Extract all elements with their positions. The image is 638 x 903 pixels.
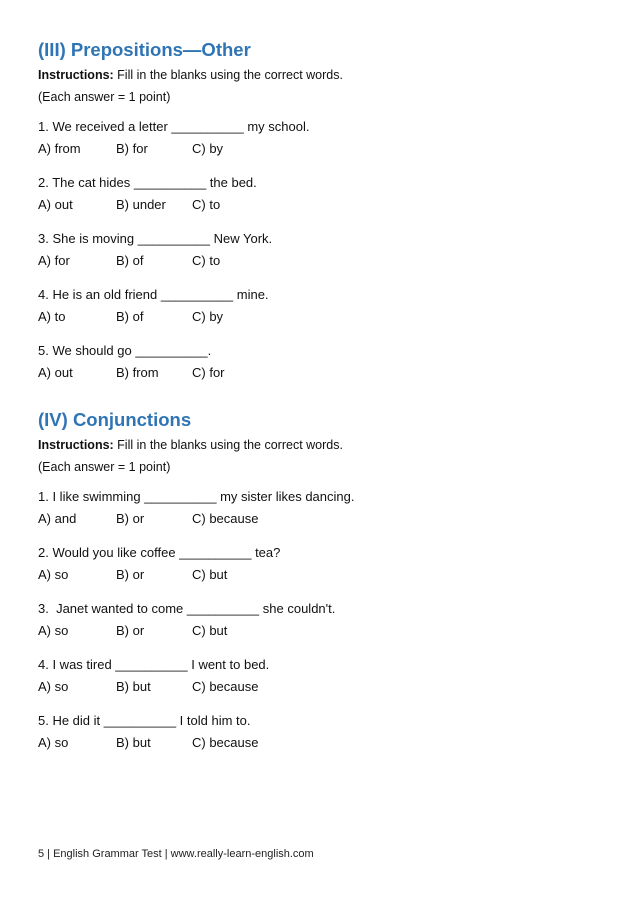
instructions	[38, 434, 608, 456]
option-a: A) so	[38, 623, 69, 638]
question-text: 5. He did it __________ I told him to.	[38, 713, 251, 728]
section-prepositions	[38, 36, 608, 384]
option-a: A) out	[38, 365, 73, 380]
question-text: 2. The cat hides __________ the bed.	[38, 175, 257, 190]
option-c: C) to	[192, 197, 221, 212]
answer-options	[38, 138, 608, 160]
instructions-text: Fill in the blanks using the correct words.	[113, 68, 343, 82]
answer-options	[38, 564, 608, 586]
option-c: C) to	[192, 253, 221, 268]
question-text: 3. Janet wanted to come __________ she couldn't.	[38, 601, 336, 616]
question-text: 3. She is moving __________ New York.	[38, 231, 273, 246]
question-text: 1. I like swimming __________ my sister likes dancing.	[38, 489, 355, 504]
option-c: C) because	[192, 511, 259, 526]
points-note: (Each answer = 1 point)	[38, 460, 171, 474]
instructions-label: Instructions:	[38, 68, 114, 82]
question-text: 5. We should go __________.	[38, 343, 212, 358]
option-c: C) for	[192, 365, 225, 380]
option-a: A) for	[38, 253, 70, 268]
option-c: C) because	[192, 679, 259, 694]
instructions	[38, 64, 608, 86]
option-a: A) so	[38, 735, 69, 750]
answer-options	[38, 676, 608, 698]
question-text: 1. We received a letter __________ my school.	[38, 119, 310, 134]
answer-options	[38, 508, 608, 530]
page-footer: 5 | English Grammar Test | www.really-learn-english.com	[38, 848, 314, 860]
option-a: A) so	[38, 567, 69, 582]
instructions-text: Fill in the blanks using the correct words.	[113, 438, 343, 452]
option-b: B) or	[116, 623, 145, 638]
section-title: (IV) Conjunctions	[38, 409, 192, 430]
section-gap	[38, 396, 608, 406]
option-a: A) out	[38, 197, 73, 212]
question-text: 4. I was tired __________ I went to bed.	[38, 657, 270, 672]
answer-options	[38, 362, 608, 384]
option-c: C) but	[192, 623, 228, 638]
option-c: C) by	[192, 141, 224, 156]
option-c: C) because	[192, 735, 259, 750]
question-text: 2. Would you like coffee __________ tea?	[38, 545, 281, 560]
option-b: B) from	[116, 365, 159, 380]
answer-options	[38, 194, 608, 216]
option-a: A) to	[38, 309, 66, 324]
answer-options	[38, 620, 608, 642]
answer-options	[38, 306, 608, 328]
option-a: A) so	[38, 679, 69, 694]
option-c: C) by	[192, 309, 224, 324]
option-b: B) for	[116, 141, 148, 156]
points-note: (Each answer = 1 point)	[38, 90, 171, 104]
option-b: B) or	[116, 567, 145, 582]
option-b: B) under	[116, 197, 166, 212]
answer-options	[38, 250, 608, 272]
section-title: (III) Prepositions—Other	[38, 39, 251, 60]
option-b: B) but	[116, 735, 151, 750]
option-b: B) but	[116, 679, 151, 694]
worksheet-page	[38, 36, 608, 766]
option-b: B) of	[116, 253, 144, 268]
answer-options	[38, 732, 608, 754]
option-b: B) of	[116, 309, 144, 324]
option-a: A) from	[38, 141, 81, 156]
section-conjunctions	[38, 406, 608, 754]
option-c: C) but	[192, 567, 228, 582]
option-a: A) and	[38, 511, 77, 526]
instructions-label: Instructions:	[38, 438, 114, 452]
option-b: B) or	[116, 511, 145, 526]
question-text: 4. He is an old friend __________ mine.	[38, 287, 269, 302]
